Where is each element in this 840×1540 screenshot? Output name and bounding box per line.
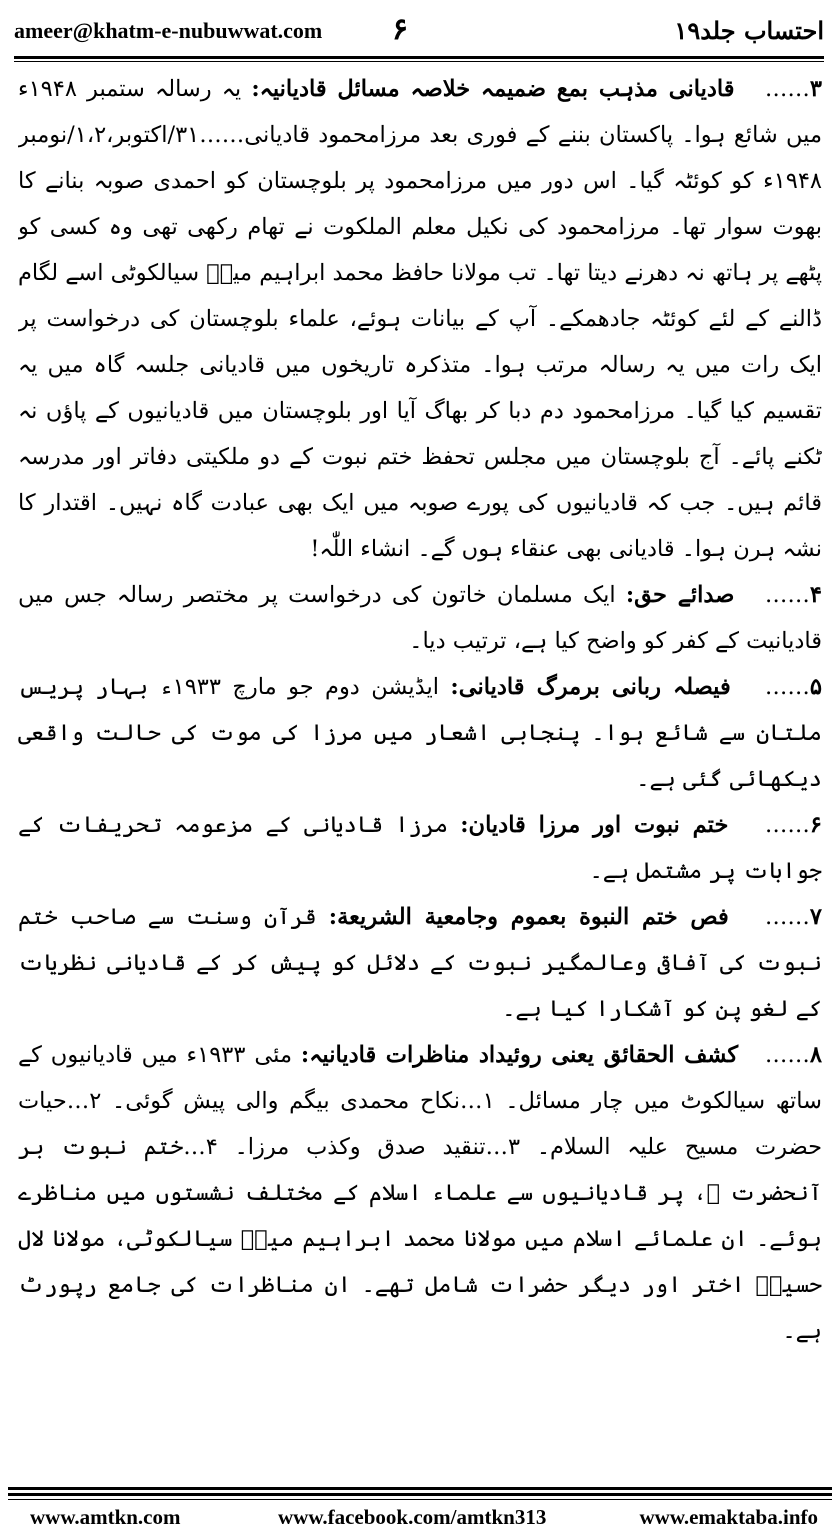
page-number: ۶ <box>392 12 409 47</box>
item-number: ۴ <box>809 582 822 608</box>
item-body: مرزا قادیانی کے مزعومہ تحریفات کے جوابات پر مشتمل ہے۔ <box>18 812 822 884</box>
footer-link-emaktaba[interactable]: www.emaktaba.info <box>639 1505 818 1529</box>
item-title: فیصلہ ربانی برمرگ قادیانی: <box>450 674 731 700</box>
item-number: ۶ <box>809 812 822 838</box>
item-dots: …… <box>764 1042 810 1068</box>
item-number: ۳ <box>809 76 822 102</box>
item-body: قرآن وسنت سے صاحب ختم نبوت کی آفاقی وعالمگیر نبوت کے دلائل کو پیش کر کے قادیانی نظریات کے لغو پن کو آشکارا کیا ہے۔ <box>18 904 822 1022</box>
item-dots: …… <box>764 904 810 930</box>
item-body: مئی ۱۹۳۳ء میں قادیانیوں کے ساتھ سیالکوٹ میں چار مسائل۔ ۱…نکاح محمدی بیگم والی پیش گوئی۔ ۲…حیات حضرت مسیح علیہ السلام۔ ۳…تنقید صدق وکذب مرزا۔ ۴…ختم نبوت بر آنحضرت ﷺ، پر قادیانیوں سے علماء اسلام کے مختلف نشستوں میں مناظرے ہوئے۔ ان علمائے اسلام میں مولانا محمد ابراہیم میرؒ سیالکوٹی، مولانا لال حسینؒ اختر اور دیگر حضرات شامل تھے۔ ان مناظرات کی جامع رپورٹ ہے۔ <box>18 1042 822 1344</box>
page-body <box>18 66 822 1478</box>
item-number: ۷ <box>809 904 822 930</box>
item-title: صدائے حق: <box>625 582 735 608</box>
list-item <box>18 664 822 802</box>
footer-link-facebook[interactable]: www.facebook.com/amtkn313 <box>278 1505 547 1529</box>
item-title: قادیانی مذہب بمع ضمیمہ خلاصہ مسائل قادیانیہ: <box>251 76 735 102</box>
list-item <box>18 894 822 1032</box>
footer-rule <box>8 1487 832 1490</box>
footer-link-amtkn[interactable]: www.amtkn.com <box>30 1505 181 1529</box>
item-body: ایڈیشن دوم جو مارچ ۱۹۳۳ء بہار پریس ملتان سے شائع ہوا۔ پنجابی اشعار میں مرزا کی موت کی حالت واقعی دیکھائی گئی ہے۔ <box>18 674 822 792</box>
item-dots: …… <box>764 812 810 838</box>
footer-rule <box>8 1493 832 1496</box>
item-body: ایک مسلمان خاتون کی درخواست پر مختصر رسالہ جس میں قادیانیت کے کفر کو واضح کیا ہے، ترتیب دیا۔ <box>18 582 822 654</box>
item-number: ۵ <box>809 674 822 700</box>
book-title: احتساب جلد۱۹ <box>674 16 824 45</box>
list-item <box>18 1032 822 1354</box>
footer-rule-thin <box>8 1499 832 1500</box>
header-rule-thin <box>14 61 824 62</box>
item-title: فص ختم النبوة بعموم وجامعية الشريعة: <box>328 904 729 930</box>
item-dots: …… <box>764 76 810 102</box>
item-dots: …… <box>764 674 810 700</box>
item-number: ۸ <box>809 1042 822 1068</box>
list-item <box>18 802 822 894</box>
item-dots: …… <box>764 582 810 608</box>
list-item <box>18 66 822 572</box>
page-header <box>14 12 824 52</box>
header-rule <box>14 56 824 59</box>
item-title: ختم نبوت اور مرزا قادیان: <box>460 812 729 838</box>
header-email: ameer@khatm-e-nubuwwat.com <box>14 18 323 43</box>
item-title: کشف الحقائق یعنی روئیداد مناظرات قادیانیہ: <box>300 1042 739 1068</box>
item-body: یہ رسالہ ستمبر ۱۹۴۸ء میں شائع ہوا۔ پاکستان بننے کے فوری بعد مرزامحمود قادیانی……۳۱/اکتوبر،۱،۲/نومبر ۱۹۴۸ء کو کوئٹہ گیا۔ اس دور میں مرزامحمود پر بلوچستان کو احمدی صوبہ بنانے کا بھوت سوار تھا۔ مرزامحمود کی نکیل معلم الملکوت نے تھام رکھی تھی وہ کسی کو پٹھے پر ہاتھ نہ دھرنے دیتا تھا۔ تب مولانا حافظ محمد ابراہیم میرؒ سیالکوٹی اسے لگام ڈالنے کے لئے کوئٹہ جادھمکے۔ آپ کے بیانات ہوئے، علماء بلوچستان کی درخواست پر ایک رات میں یہ رسالہ مرتب ہوا۔ متذکرہ تاریخوں میں قادیانی جلسہ گاہ میں یہ تقسیم کیا گیا۔ مرزامحمود دم دبا کر بھاگ آیا اور بلوچستان میں قادیانیوں کے پاؤں نہ ٹکنے پائے۔ آج بلوچستان میں مجلس تحفظ ختم نبوت کے دو ملکیتی دفاتر اور مدرسہ قائم ہیں۔ جب کہ قادیانیوں کی پورے صوبہ میں ایک بھی عبادت گاہ نہیں۔ اقتدار کا نشہ ہرن ہوا۔ قادیانی بھی عنقاء ہوں گے۔ انشاء اللّٰہ! <box>18 76 822 562</box>
page-footer <box>30 1505 818 1535</box>
list-item <box>18 572 822 664</box>
